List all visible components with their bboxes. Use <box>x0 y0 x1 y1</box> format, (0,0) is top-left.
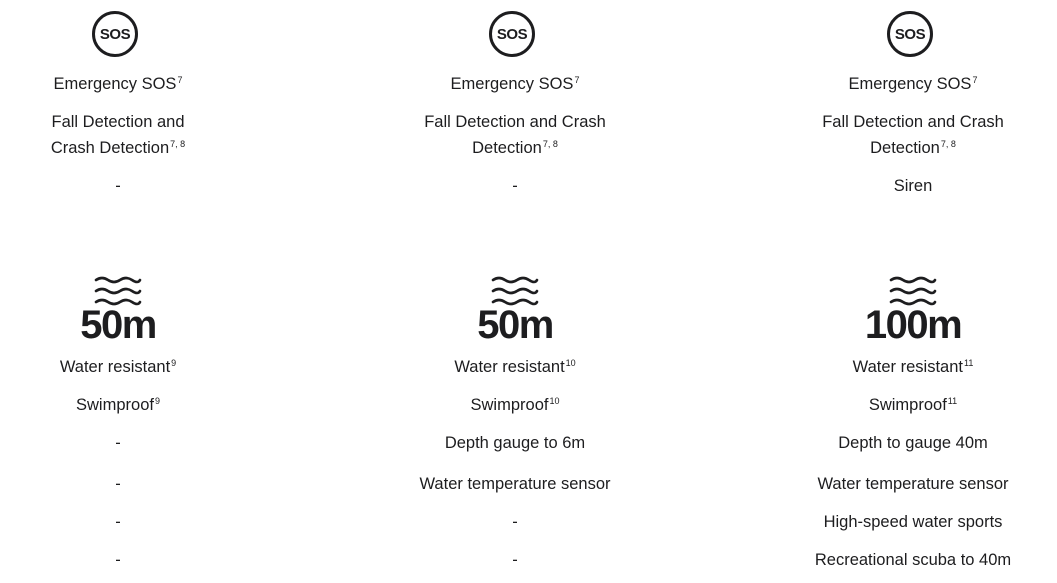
swimproof-label: Swimproof <box>76 396 154 414</box>
footnote-ref: 11 <box>947 396 958 406</box>
swimproof-feature <box>763 392 1057 418</box>
sos-icon <box>887 11 933 57</box>
water-sports-feature: - <box>115 513 121 531</box>
emergency-sos-feature <box>0 71 268 97</box>
footnote-ref: 7 <box>574 75 580 85</box>
comparison-column-1 <box>0 0 268 583</box>
footnote-ref: 7 <box>177 75 183 85</box>
scuba-feature: - <box>512 551 518 569</box>
footnote-ref: 7, 8 <box>542 139 558 149</box>
swimproof-feature <box>0 392 268 418</box>
footnote-ref: 7 <box>972 75 978 85</box>
emergency-sos-feature <box>365 71 665 97</box>
fall-detection-label: Fall Detection and Crash Detection <box>50 113 185 157</box>
water-resistant-label: Water resistant <box>454 358 565 376</box>
emergency-sos-label: Emergency SOS <box>450 75 574 93</box>
footnote-ref: 10 <box>565 358 576 368</box>
depth-gauge-feature: Depth gauge to 6m <box>444 434 586 452</box>
sos-icon-text: SOS <box>894 25 926 43</box>
swimproof-label: Swimproof <box>868 396 947 414</box>
depth-rating: 50m <box>477 303 553 347</box>
footnote-ref: 9 <box>154 396 160 406</box>
water-resistance-icon <box>365 275 665 347</box>
water-resistance-icon <box>763 275 1057 347</box>
swimproof-feature <box>365 392 665 418</box>
depth-gauge-feature: Depth to gauge 40m <box>838 434 988 452</box>
depth-rating: 50m <box>80 303 156 347</box>
footnote-ref: 7, 8 <box>940 139 956 149</box>
fall-detection-label: Fall Detection and Crash Detection <box>424 113 606 157</box>
comparison-column-2 <box>365 0 665 583</box>
emergency-sos-feature <box>763 71 1057 97</box>
water-sports-feature: - <box>512 513 518 531</box>
siren-feature: - <box>512 177 518 195</box>
siren-feature: - <box>115 177 121 195</box>
fall-detection-feature <box>763 109 1057 161</box>
scuba-feature: Recreational scuba to 40m <box>814 551 1012 569</box>
sos-icon-text: SOS <box>99 25 131 43</box>
water-temperature-feature: Water temperature sensor <box>817 475 1009 493</box>
water-resistant-label: Water resistant <box>852 358 963 376</box>
depth-gauge-feature: - <box>115 434 121 452</box>
water-sports-feature: High-speed water sports <box>823 513 1003 531</box>
sos-icon-text: SOS <box>496 25 528 43</box>
footnote-ref: 9 <box>171 358 177 368</box>
water-resistant-feature <box>0 354 268 380</box>
swimproof-label: Swimproof <box>470 396 549 414</box>
fall-detection-feature <box>365 109 665 161</box>
sos-icon <box>92 11 138 57</box>
fall-detection-feature <box>0 109 268 161</box>
comparison-column-3 <box>763 0 1057 583</box>
siren-feature: Siren <box>893 177 933 195</box>
sos-icon <box>489 11 535 57</box>
depth-rating: 100m <box>864 303 962 347</box>
footnote-ref: 7, 8 <box>170 139 186 149</box>
footnote-ref: 11 <box>964 358 974 368</box>
water-resistant-label: Water resistant <box>59 358 171 376</box>
footnote-ref: 10 <box>549 396 560 406</box>
water-temperature-feature: - <box>115 475 121 493</box>
water-temperature-feature: Water temperature sensor <box>419 475 611 493</box>
emergency-sos-label: Emergency SOS <box>848 75 972 93</box>
water-resistant-feature <box>365 354 665 380</box>
water-resistant-feature <box>763 354 1057 380</box>
fall-detection-label: Fall Detection and Crash Detection <box>822 113 1004 157</box>
water-resistance-icon <box>0 275 268 347</box>
emergency-sos-label: Emergency SOS <box>53 75 177 93</box>
scuba-feature: - <box>115 551 121 569</box>
